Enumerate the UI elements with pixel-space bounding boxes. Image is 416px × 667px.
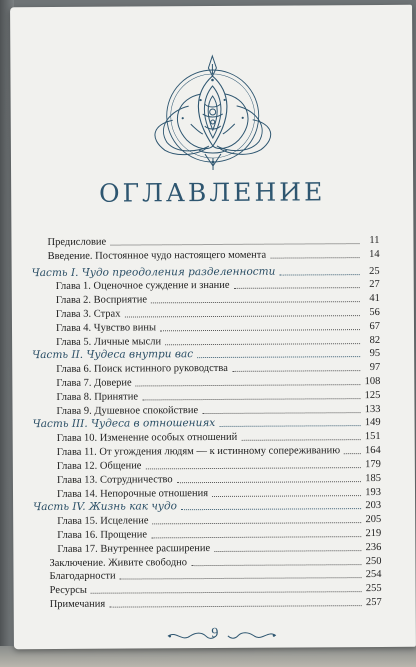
toc-entry-label: Глава 5. Личные мысли — [56, 336, 162, 348]
dot-leader — [142, 398, 360, 400]
toc-entry-label: Глава 16. Прощение — [57, 529, 148, 541]
toc-entry-label: Глава 15. Исцеление — [57, 515, 149, 527]
dot-leader — [212, 495, 361, 497]
dot-leader — [109, 605, 361, 608]
toc-entry-label: Предисловие — [47, 236, 107, 249]
dot-leader — [160, 329, 360, 331]
toc-entry-page: 67 — [369, 320, 381, 333]
toc-entry-label: Часть II. Чудеса внутри вас — [32, 348, 194, 362]
toc-entry-label: Глава 10. Изменение особых отношений — [56, 431, 238, 444]
dot-leader — [145, 467, 360, 469]
dot-leader — [91, 591, 362, 594]
toc-entry-page: 254 — [365, 568, 382, 581]
toc-entry-page: 151 — [364, 430, 381, 443]
dot-leader — [191, 564, 361, 566]
dot-leader — [124, 315, 359, 317]
toc-entry-label: Глава 14. Непорочные отношения — [56, 488, 209, 500]
toc-entry-label: Часть III. Чудеса в отношениях — [32, 416, 216, 431]
toc-entry-label: Глава 13. Сотрудничество — [56, 474, 173, 486]
dot-leader — [232, 370, 360, 372]
dot-leader — [344, 453, 361, 454]
toc-entry-page: 149 — [364, 416, 381, 429]
toc-entry-label: Глава 12. Общение — [56, 460, 142, 472]
toc-entry-page: 27 — [369, 278, 380, 291]
toc-entry-label: Примечания — [49, 598, 106, 611]
toc-entry-label: Часть I. Чудо преодоления разделенности — [31, 265, 276, 280]
toc-entry-label: Глава 4. Чувство вины — [55, 322, 157, 334]
toc-title: ОГЛАВЛЕНИЕ — [98, 177, 326, 208]
dot-leader — [177, 481, 361, 483]
toc-entry-label: Введение. Постоянное чудо настоящего момента — [47, 249, 267, 263]
toc-entry-page: 56 — [369, 306, 380, 319]
toc-entry-label: Часть IV. Жизнь как чудо — [33, 500, 177, 514]
toc-entry-label: Глава 1. Оценочное суждение и знание — [55, 279, 230, 292]
toc-entry-page: 179 — [365, 458, 381, 471]
dot-leader — [136, 384, 361, 386]
toc-entry-label: Глава 3. Страх — [55, 308, 121, 320]
toc-entry-page: 11 — [369, 234, 380, 247]
dot-leader — [214, 550, 361, 552]
toc-entry-page: 257 — [365, 596, 382, 609]
toc-entry — [48, 247, 380, 263]
toc-entry-page: 164 — [364, 444, 381, 457]
toc-entry-page: 133 — [364, 403, 381, 416]
toc-entry-label: Заключение. Живите свободно — [49, 557, 188, 570]
toc-entry-label: Глава 8. Принятие — [56, 391, 139, 403]
swirl-ornament-right-icon — [226, 630, 278, 642]
toc-entry-page: 108 — [364, 375, 381, 388]
dot-leader — [153, 522, 362, 524]
toc-entry-page: 203 — [365, 499, 382, 512]
table-surface-bottom — [0, 646, 416, 667]
dot-leader — [270, 257, 359, 259]
dot-leader — [219, 425, 360, 427]
dot-leader — [110, 243, 359, 246]
dot-leader — [202, 412, 360, 414]
dot-leader — [197, 356, 360, 358]
dot-leader — [234, 287, 360, 289]
toc-entry-page: 14 — [369, 248, 380, 261]
toc-entry-page: 97 — [369, 361, 381, 374]
toc-entry-page: 41 — [369, 292, 380, 305]
toc-entry-label: Глава 17. Внутреннее расширение — [57, 543, 211, 555]
toc-entry-label: Глава 9. Душевное спокойствие — [56, 405, 199, 417]
book-page — [10, 5, 416, 649]
toc-entry-page: 125 — [364, 389, 381, 402]
toc-entry-page: 236 — [365, 541, 382, 554]
toc-entry-label: Глава 11. От угождения людям — к истинному сопереживанию — [56, 445, 341, 458]
toc-entry — [50, 595, 382, 611]
toc-entry-page: 219 — [365, 527, 382, 540]
dot-leader — [151, 536, 361, 538]
toc-entry-page: 250 — [365, 555, 382, 568]
toc-entry-page: 82 — [369, 334, 381, 347]
dot-leader — [120, 577, 362, 579]
page-footer — [14, 623, 416, 647]
toc-entry-page: 205 — [365, 513, 382, 526]
toc-entry-page: 95 — [369, 347, 381, 360]
toc-entry-label: Глава 6. Поиск истинного руководства — [56, 362, 228, 375]
lotus-mandala-icon — [142, 54, 283, 173]
toc-entry-page: 255 — [365, 582, 382, 595]
toc-entry-label: Глава 7. Доверие — [56, 377, 132, 389]
toc-entry-label: Благодарности — [49, 570, 116, 583]
dot-leader — [279, 274, 359, 275]
toc-entry-page: 185 — [365, 472, 381, 485]
toc-entry-page: 193 — [365, 486, 382, 499]
page-number: 9 — [211, 625, 219, 642]
toc-entry-label: Глава 2. Восприятие — [55, 294, 148, 306]
toc-entry-page: 25 — [369, 265, 380, 278]
toc-entry-label: Ресурсы — [49, 584, 88, 597]
dot-leader — [241, 439, 360, 441]
dot-leader — [165, 343, 360, 345]
dot-leader — [181, 508, 361, 510]
dot-leader — [151, 301, 360, 303]
